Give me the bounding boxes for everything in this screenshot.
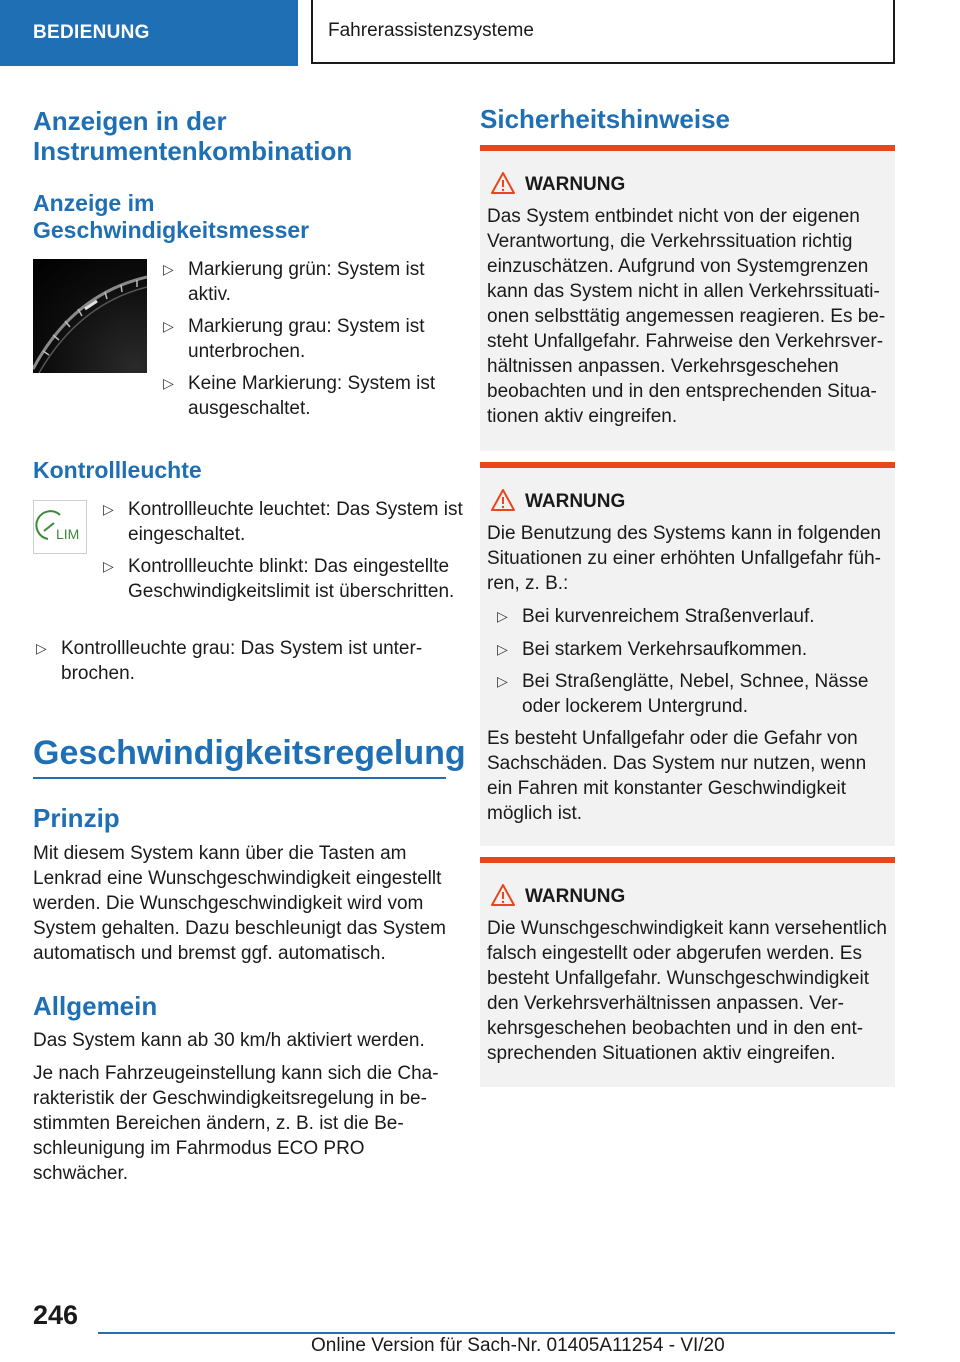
heading-anzeigen: Anzeigen in der Instrumentenkombination <box>33 106 353 166</box>
warning-intro: Die Benutzung des Systems kann in folgenden Situationen zu einer erhöhten Unfallgefahr führen, z. B.: <box>487 523 881 594</box>
warning-title: WARNUNG <box>525 174 626 195</box>
warning-bar <box>480 857 895 863</box>
speed-limiter-icon <box>34 501 86 553</box>
list-item: ▷ Bei kurvenreichem Straßenverlauf. <box>497 606 815 627</box>
section-label: BEDIENUNG <box>33 22 150 43</box>
list-item: ▷ Kontrollleuchte blinkt: Das eingestellte Geschwindigkeitslimit ist überschritten. <box>103 556 455 602</box>
speedometer-arc-icon <box>33 259 147 373</box>
warning-triangle-icon <box>490 883 516 907</box>
heading-sicherheitshinweise: Sicherheitshinweise <box>480 104 730 134</box>
list-item: ▷ Keine Markierung: System ist ausgeschaltet. <box>163 373 436 419</box>
warning-text: Das System entbindet nicht von der eigenen Verantwortung, die Verkehrssituation richtig einzuschätzen. Aufgrund von Systemgrenzen kann das System nicht in allen Verkehrssituationen selbsttätig angemessen reagieren. Es besteht Unfallgefahr. Fahrweise den Verkehrsverhältnissen anpassen. Verkehrsgeschehen beobachten und in den entsprechenden Situationen aktiv eingreifen. <box>487 206 886 427</box>
warning-bar <box>480 145 895 151</box>
allgemein-text-1: Das System kann ab 30 km/h aktiviert werden. <box>33 1030 425 1051</box>
warning-bar <box>480 462 895 468</box>
triangle-bullet-icon: ▷ <box>497 608 508 624</box>
heading-anzeige-im: Anzeige im Geschwindigkeitsmesser <box>33 190 310 243</box>
triangle-bullet-icon: ▷ <box>497 641 508 657</box>
triangle-bullet-icon: ▷ <box>163 261 174 277</box>
triangle-bullet-icon: ▷ <box>163 375 174 391</box>
warning-box-2 <box>480 462 895 846</box>
list-item: ▷ Markierung grün: System ist aktiv. <box>163 259 425 305</box>
warning-triangle-icon <box>490 171 516 195</box>
lim-indicator-image <box>33 500 87 554</box>
triangle-bullet-icon: ▷ <box>497 673 508 689</box>
warning-box-3 <box>480 857 895 1087</box>
triangle-bullet-icon: ▷ <box>103 558 114 574</box>
heading-allgemein: Allgemein <box>33 991 158 1021</box>
list-item: ▷ Bei starkem Verkehrsaufkommen. <box>497 639 808 660</box>
list-item: ▷ Bei Straßenglätte, Nebel, Schnee, Nässe oder lockerem Untergrund. <box>497 671 869 717</box>
chapter-label: Fahrerassistenzsysteme <box>328 20 534 41</box>
warning-text: Die Wunschgeschwindigkeit kann versehentlich falsch eingestellt oder abgerufen werden. Es besteht Unfallgefahr. Wunschgeschwindigkeit den Verkehrsverhältnissen anpassen. Verkehrsgeschehen beobachten und in den entsprechenden Situationen aktiv eingreifen. <box>487 918 887 1064</box>
prinzip-text: Mit diesem System kann über die Tasten am Lenkrad eine Wunschgeschwindigkeit eingestellt werden. Die Wunschgeschwindigkeit wird vom System gehalten. Dazu beschleunigt das System automatisch und bremst ggf. automatisch. <box>33 843 446 964</box>
chapter-tab <box>311 0 895 64</box>
heading-geschwindigkeitsregelung: Geschwindigkeitsregelung <box>33 734 466 772</box>
heading-kontrollleuchte: Kontrollleuchte <box>33 457 202 483</box>
warning-title: WARNUNG <box>525 491 626 512</box>
heading-prinzip: Prinzip <box>33 803 120 833</box>
warning-box-1 <box>480 145 895 451</box>
list-item: ▷ Kontrollleuchte grau: Das System ist unterbrochen. <box>36 638 423 684</box>
warning-outro: Es besteht Unfallgefahr oder die Gefahr von Sachschäden. Das System nur nutzen, wenn ein Fahren mit konstanter Geschwindigkeit möglich ist. <box>487 728 867 824</box>
allgemein-text-2: Je nach Fahrzeugeinstellung kann sich die Charakteristik der Geschwindigkeitsregelung in bestimmten Bereichen ändern, z. B. ist die Beschleunigung im Fahrmodus ECO PRO schwächer. <box>33 1063 439 1184</box>
list-item: ▷ Kontrollleuchte leuchtet: Das System ist eingeschaltet. <box>103 499 463 545</box>
section-tab <box>0 0 298 66</box>
heading-divider <box>33 777 446 779</box>
page-number: 246 <box>33 1300 79 1330</box>
list-item: ▷ Markierung grau: System ist unterbrochen. <box>163 316 425 362</box>
speedometer-image <box>33 259 147 373</box>
warning-triangle-icon <box>490 488 516 512</box>
svg-text:LIM: LIM <box>56 526 80 542</box>
triangle-bullet-icon: ▷ <box>163 318 174 334</box>
triangle-bullet-icon: ▷ <box>103 501 114 517</box>
footer-text: Online Version für Sach-Nr. 01405A11254 - VI/20 <box>311 1335 725 1356</box>
triangle-bullet-icon: ▷ <box>36 640 47 656</box>
warning-title: WARNUNG <box>525 886 626 907</box>
